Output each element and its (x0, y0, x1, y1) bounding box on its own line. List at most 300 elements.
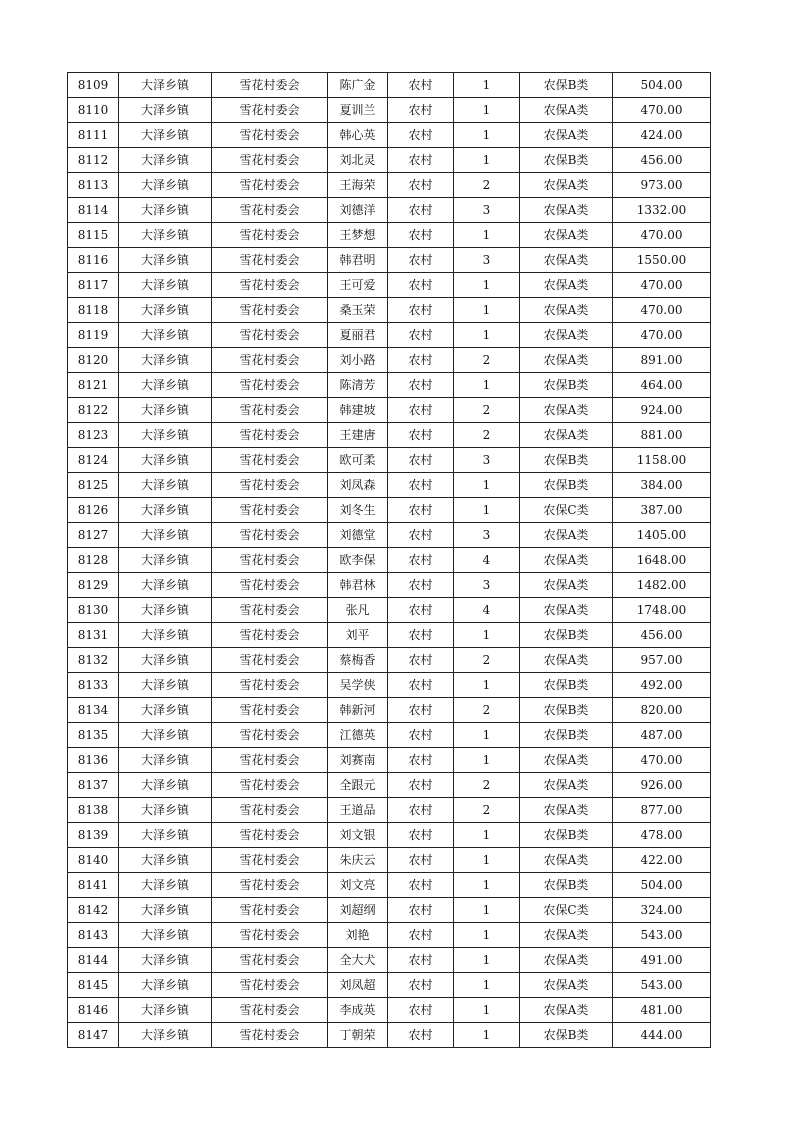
name-cell: 刘平 (328, 623, 388, 648)
insurance-class-cell: 农保B类 (520, 373, 613, 398)
township-cell: 大泽乡镇 (119, 998, 212, 1023)
village-cell: 雪花村委会 (212, 73, 328, 98)
name-cell: 王梦想 (328, 223, 388, 248)
amount-cell: 543.00 (613, 973, 711, 998)
amount-cell: 1550.00 (613, 248, 711, 273)
amount-cell: 820.00 (613, 698, 711, 723)
table-row (68, 298, 711, 323)
area-type-cell: 农村 (388, 248, 454, 273)
area-type-cell: 农村 (388, 998, 454, 1023)
area-type-cell: 农村 (388, 1023, 454, 1048)
township-cell: 大泽乡镇 (119, 73, 212, 98)
amount-cell: 1748.00 (613, 598, 711, 623)
household-size-cell: 2 (454, 698, 520, 723)
township-cell: 大泽乡镇 (119, 448, 212, 473)
household-size-cell: 3 (454, 448, 520, 473)
village-cell: 雪花村委会 (212, 598, 328, 623)
row-number-cell: 8112 (68, 148, 119, 173)
insurance-class-cell: 农保B类 (520, 723, 613, 748)
row-number-cell: 8110 (68, 98, 119, 123)
household-size-cell: 1 (454, 323, 520, 348)
amount-cell: 1648.00 (613, 548, 711, 573)
township-cell: 大泽乡镇 (119, 598, 212, 623)
row-number-cell: 8124 (68, 448, 119, 473)
insurance-class-cell: 农保A类 (520, 648, 613, 673)
insurance-class-cell: 农保A类 (520, 298, 613, 323)
area-type-cell: 农村 (388, 748, 454, 773)
area-type-cell: 农村 (388, 723, 454, 748)
township-cell: 大泽乡镇 (119, 123, 212, 148)
insurance-class-cell: 农保A类 (520, 223, 613, 248)
insurance-class-cell: 农保A类 (520, 323, 613, 348)
area-type-cell: 农村 (388, 773, 454, 798)
name-cell: 全大犬 (328, 948, 388, 973)
table-row (68, 998, 711, 1023)
township-cell: 大泽乡镇 (119, 198, 212, 223)
village-cell: 雪花村委会 (212, 748, 328, 773)
village-cell: 雪花村委会 (212, 573, 328, 598)
amount-cell: 1158.00 (613, 448, 711, 473)
row-number-cell: 8147 (68, 1023, 119, 1048)
area-type-cell: 农村 (388, 623, 454, 648)
amount-cell: 470.00 (613, 98, 711, 123)
name-cell: 欧可柔 (328, 448, 388, 473)
table-row (68, 623, 711, 648)
insurance-class-cell: 农保A类 (520, 523, 613, 548)
township-cell: 大泽乡镇 (119, 573, 212, 598)
amount-cell: 881.00 (613, 423, 711, 448)
township-cell: 大泽乡镇 (119, 273, 212, 298)
area-type-cell: 农村 (388, 398, 454, 423)
amount-cell: 464.00 (613, 373, 711, 398)
village-cell: 雪花村委会 (212, 198, 328, 223)
amount-cell: 1405.00 (613, 523, 711, 548)
household-size-cell: 1 (454, 923, 520, 948)
table-row (68, 348, 711, 373)
village-cell: 雪花村委会 (212, 123, 328, 148)
household-size-cell: 1 (454, 973, 520, 998)
township-cell: 大泽乡镇 (119, 823, 212, 848)
township-cell: 大泽乡镇 (119, 348, 212, 373)
amount-cell: 926.00 (613, 773, 711, 798)
row-number-cell: 8136 (68, 748, 119, 773)
village-cell: 雪花村委会 (212, 98, 328, 123)
village-cell: 雪花村委会 (212, 248, 328, 273)
insurance-class-cell: 农保A类 (520, 573, 613, 598)
row-number-cell: 8127 (68, 523, 119, 548)
insurance-class-cell: 农保B类 (520, 73, 613, 98)
table-row (68, 898, 711, 923)
table-row (68, 698, 711, 723)
area-type-cell: 农村 (388, 523, 454, 548)
household-size-cell: 1 (454, 673, 520, 698)
village-cell: 雪花村委会 (212, 173, 328, 198)
table-row (68, 823, 711, 848)
township-cell: 大泽乡镇 (119, 648, 212, 673)
row-number-cell: 8141 (68, 873, 119, 898)
table-row (68, 923, 711, 948)
row-number-cell: 8125 (68, 473, 119, 498)
table-row (68, 98, 711, 123)
village-cell: 雪花村委会 (212, 773, 328, 798)
insurance-class-cell: 农保A类 (520, 848, 613, 873)
insurance-class-cell: 农保B类 (520, 873, 613, 898)
name-cell: 全跟元 (328, 773, 388, 798)
village-cell: 雪花村委会 (212, 323, 328, 348)
area-type-cell: 农村 (388, 448, 454, 473)
township-cell: 大泽乡镇 (119, 173, 212, 198)
row-number-cell: 8131 (68, 623, 119, 648)
village-cell: 雪花村委会 (212, 448, 328, 473)
row-number-cell: 8121 (68, 373, 119, 398)
name-cell: 刘文银 (328, 823, 388, 848)
row-number-cell: 8123 (68, 423, 119, 448)
insurance-class-cell: 农保A类 (520, 98, 613, 123)
township-cell: 大泽乡镇 (119, 873, 212, 898)
name-cell: 夏丽君 (328, 323, 388, 348)
insurance-class-cell: 农保B类 (520, 698, 613, 723)
table-row (68, 73, 711, 98)
township-cell: 大泽乡镇 (119, 223, 212, 248)
household-size-cell: 1 (454, 373, 520, 398)
village-cell: 雪花村委会 (212, 223, 328, 248)
amount-cell: 470.00 (613, 273, 711, 298)
insurance-class-cell: 农保C类 (520, 898, 613, 923)
name-cell: 王海荣 (328, 173, 388, 198)
table-row (68, 373, 711, 398)
row-number-cell: 8115 (68, 223, 119, 248)
area-type-cell: 农村 (388, 698, 454, 723)
village-cell: 雪花村委会 (212, 498, 328, 523)
row-number-cell: 8140 (68, 848, 119, 873)
household-size-cell: 1 (454, 1023, 520, 1048)
row-number-cell: 8132 (68, 648, 119, 673)
row-number-cell: 8134 (68, 698, 119, 723)
data-table (67, 72, 711, 1048)
name-cell: 陈广金 (328, 73, 388, 98)
amount-cell: 504.00 (613, 873, 711, 898)
insurance-class-cell: 农保A类 (520, 273, 613, 298)
table-body (68, 73, 711, 1048)
household-size-cell: 1 (454, 73, 520, 98)
village-cell: 雪花村委会 (212, 473, 328, 498)
household-size-cell: 2 (454, 173, 520, 198)
insurance-class-cell: 农保A类 (520, 923, 613, 948)
area-type-cell: 农村 (388, 223, 454, 248)
township-cell: 大泽乡镇 (119, 523, 212, 548)
township-cell: 大泽乡镇 (119, 248, 212, 273)
insurance-class-cell: 农保A类 (520, 973, 613, 998)
name-cell: 刘德堂 (328, 523, 388, 548)
insurance-class-cell: 农保A类 (520, 773, 613, 798)
household-size-cell: 2 (454, 398, 520, 423)
row-number-cell: 8128 (68, 548, 119, 573)
household-size-cell: 1 (454, 148, 520, 173)
name-cell: 韩建坡 (328, 398, 388, 423)
village-cell: 雪花村委会 (212, 148, 328, 173)
area-type-cell: 农村 (388, 548, 454, 573)
township-cell: 大泽乡镇 (119, 948, 212, 973)
household-size-cell: 1 (454, 823, 520, 848)
name-cell: 王道品 (328, 798, 388, 823)
township-cell: 大泽乡镇 (119, 473, 212, 498)
village-cell: 雪花村委会 (212, 273, 328, 298)
row-number-cell: 8116 (68, 248, 119, 273)
area-type-cell: 农村 (388, 573, 454, 598)
household-size-cell: 1 (454, 723, 520, 748)
amount-cell: 481.00 (613, 998, 711, 1023)
area-type-cell: 农村 (388, 298, 454, 323)
name-cell: 刘凤森 (328, 473, 388, 498)
area-type-cell: 农村 (388, 98, 454, 123)
insurance-class-cell: 农保A类 (520, 173, 613, 198)
table-row (68, 248, 711, 273)
township-cell: 大泽乡镇 (119, 623, 212, 648)
insurance-class-cell: 农保B类 (520, 673, 613, 698)
table-row (68, 798, 711, 823)
row-number-cell: 8139 (68, 823, 119, 848)
row-number-cell: 8113 (68, 173, 119, 198)
insurance-class-cell: 农保B类 (520, 473, 613, 498)
table-row (68, 498, 711, 523)
name-cell: 朱庆云 (328, 848, 388, 873)
insurance-class-cell: 农保B类 (520, 823, 613, 848)
amount-cell: 487.00 (613, 723, 711, 748)
village-cell: 雪花村委会 (212, 698, 328, 723)
household-size-cell: 1 (454, 623, 520, 648)
township-cell: 大泽乡镇 (119, 723, 212, 748)
household-size-cell: 1 (454, 948, 520, 973)
row-number-cell: 8126 (68, 498, 119, 523)
amount-cell: 924.00 (613, 398, 711, 423)
area-type-cell: 农村 (388, 123, 454, 148)
table-row (68, 848, 711, 873)
household-size-cell: 3 (454, 523, 520, 548)
amount-cell: 324.00 (613, 898, 711, 923)
row-number-cell: 8120 (68, 348, 119, 373)
row-number-cell: 8145 (68, 973, 119, 998)
name-cell: 刘小路 (328, 348, 388, 373)
table-row (68, 548, 711, 573)
amount-cell: 877.00 (613, 798, 711, 823)
village-cell: 雪花村委会 (212, 348, 328, 373)
insurance-class-cell: 农保A类 (520, 123, 613, 148)
township-cell: 大泽乡镇 (119, 923, 212, 948)
table-row (68, 973, 711, 998)
village-cell: 雪花村委会 (212, 848, 328, 873)
area-type-cell: 农村 (388, 823, 454, 848)
insurance-class-cell: 农保A类 (520, 748, 613, 773)
amount-cell: 543.00 (613, 923, 711, 948)
row-number-cell: 8146 (68, 998, 119, 1023)
name-cell: 桑玉荣 (328, 298, 388, 323)
row-number-cell: 8111 (68, 123, 119, 148)
insurance-class-cell: 农保A类 (520, 598, 613, 623)
household-size-cell: 3 (454, 248, 520, 273)
table-row (68, 173, 711, 198)
area-type-cell: 农村 (388, 848, 454, 873)
household-size-cell: 1 (454, 873, 520, 898)
amount-cell: 1482.00 (613, 573, 711, 598)
insurance-class-cell: 农保B类 (520, 448, 613, 473)
amount-cell: 470.00 (613, 323, 711, 348)
name-cell: 刘凤超 (328, 973, 388, 998)
household-size-cell: 3 (454, 573, 520, 598)
household-size-cell: 2 (454, 648, 520, 673)
area-type-cell: 农村 (388, 73, 454, 98)
household-size-cell: 1 (454, 998, 520, 1023)
household-size-cell: 4 (454, 598, 520, 623)
area-type-cell: 农村 (388, 973, 454, 998)
row-number-cell: 8142 (68, 898, 119, 923)
township-cell: 大泽乡镇 (119, 398, 212, 423)
area-type-cell: 农村 (388, 173, 454, 198)
township-cell: 大泽乡镇 (119, 673, 212, 698)
name-cell: 刘北灵 (328, 148, 388, 173)
name-cell: 刘冬生 (328, 498, 388, 523)
household-size-cell: 2 (454, 423, 520, 448)
table-row (68, 648, 711, 673)
insurance-class-cell: 农保A类 (520, 548, 613, 573)
area-type-cell: 农村 (388, 423, 454, 448)
village-cell: 雪花村委会 (212, 423, 328, 448)
table-row (68, 948, 711, 973)
area-type-cell: 农村 (388, 673, 454, 698)
area-type-cell: 农村 (388, 923, 454, 948)
table-row (68, 873, 711, 898)
name-cell: 蔡梅香 (328, 648, 388, 673)
name-cell: 吴学侠 (328, 673, 388, 698)
township-cell: 大泽乡镇 (119, 898, 212, 923)
village-cell: 雪花村委会 (212, 823, 328, 848)
amount-cell: 957.00 (613, 648, 711, 673)
village-cell: 雪花村委会 (212, 923, 328, 948)
name-cell: 张凡 (328, 598, 388, 623)
household-size-cell: 1 (454, 273, 520, 298)
household-size-cell: 1 (454, 223, 520, 248)
area-type-cell: 农村 (388, 498, 454, 523)
amount-cell: 492.00 (613, 673, 711, 698)
amount-cell: 1332.00 (613, 198, 711, 223)
table-row (68, 423, 711, 448)
village-cell: 雪花村委会 (212, 673, 328, 698)
row-number-cell: 8122 (68, 398, 119, 423)
name-cell: 刘德洋 (328, 198, 388, 223)
row-number-cell: 8135 (68, 723, 119, 748)
amount-cell: 478.00 (613, 823, 711, 848)
name-cell: 刘艳 (328, 923, 388, 948)
area-type-cell: 农村 (388, 798, 454, 823)
township-cell: 大泽乡镇 (119, 1023, 212, 1048)
amount-cell: 491.00 (613, 948, 711, 973)
name-cell: 韩心英 (328, 123, 388, 148)
township-cell: 大泽乡镇 (119, 423, 212, 448)
table-row (68, 598, 711, 623)
household-size-cell: 1 (454, 473, 520, 498)
household-size-cell: 3 (454, 198, 520, 223)
township-cell: 大泽乡镇 (119, 98, 212, 123)
table-row (68, 273, 711, 298)
insurance-class-cell: 农保A类 (520, 198, 613, 223)
township-cell: 大泽乡镇 (119, 748, 212, 773)
household-size-cell: 1 (454, 848, 520, 873)
village-cell: 雪花村委会 (212, 973, 328, 998)
table-row (68, 123, 711, 148)
table-row (68, 748, 711, 773)
village-cell: 雪花村委会 (212, 948, 328, 973)
township-cell: 大泽乡镇 (119, 773, 212, 798)
area-type-cell: 农村 (388, 348, 454, 373)
village-cell: 雪花村委会 (212, 898, 328, 923)
row-number-cell: 8130 (68, 598, 119, 623)
amount-cell: 504.00 (613, 73, 711, 98)
village-cell: 雪花村委会 (212, 523, 328, 548)
village-cell: 雪花村委会 (212, 298, 328, 323)
amount-cell: 444.00 (613, 1023, 711, 1048)
table-row (68, 148, 711, 173)
row-number-cell: 8114 (68, 198, 119, 223)
township-cell: 大泽乡镇 (119, 548, 212, 573)
row-number-cell: 8117 (68, 273, 119, 298)
area-type-cell: 农村 (388, 873, 454, 898)
household-size-cell: 1 (454, 123, 520, 148)
name-cell: 刘超纲 (328, 898, 388, 923)
table-row (68, 448, 711, 473)
name-cell: 韩君林 (328, 573, 388, 598)
insurance-class-cell: 农保A类 (520, 998, 613, 1023)
table-row (68, 523, 711, 548)
area-type-cell: 农村 (388, 148, 454, 173)
insurance-class-cell: 农保A类 (520, 248, 613, 273)
amount-cell: 470.00 (613, 748, 711, 773)
village-cell: 雪花村委会 (212, 723, 328, 748)
township-cell: 大泽乡镇 (119, 298, 212, 323)
insurance-class-cell: 农保B类 (520, 623, 613, 648)
insurance-class-cell: 农保C类 (520, 498, 613, 523)
table-row (68, 323, 711, 348)
amount-cell: 422.00 (613, 848, 711, 873)
area-type-cell: 农村 (388, 598, 454, 623)
township-cell: 大泽乡镇 (119, 798, 212, 823)
amount-cell: 424.00 (613, 123, 711, 148)
area-type-cell: 农村 (388, 898, 454, 923)
amount-cell: 387.00 (613, 498, 711, 523)
township-cell: 大泽乡镇 (119, 973, 212, 998)
insurance-class-cell: 农保A类 (520, 348, 613, 373)
household-size-cell: 1 (454, 748, 520, 773)
insurance-class-cell: 农保A类 (520, 423, 613, 448)
name-cell: 丁朝荣 (328, 1023, 388, 1048)
township-cell: 大泽乡镇 (119, 498, 212, 523)
amount-cell: 973.00 (613, 173, 711, 198)
area-type-cell: 农村 (388, 948, 454, 973)
area-type-cell: 农村 (388, 323, 454, 348)
insurance-class-cell: 农保B类 (520, 148, 613, 173)
village-cell: 雪花村委会 (212, 373, 328, 398)
village-cell: 雪花村委会 (212, 648, 328, 673)
table-row (68, 198, 711, 223)
row-number-cell: 8119 (68, 323, 119, 348)
area-type-cell: 农村 (388, 198, 454, 223)
name-cell: 陈清芳 (328, 373, 388, 398)
insurance-class-cell: 农保A类 (520, 798, 613, 823)
row-number-cell: 8133 (68, 673, 119, 698)
name-cell: 王建唐 (328, 423, 388, 448)
area-type-cell: 农村 (388, 648, 454, 673)
name-cell: 韩新河 (328, 698, 388, 723)
name-cell: 欧李保 (328, 548, 388, 573)
township-cell: 大泽乡镇 (119, 323, 212, 348)
